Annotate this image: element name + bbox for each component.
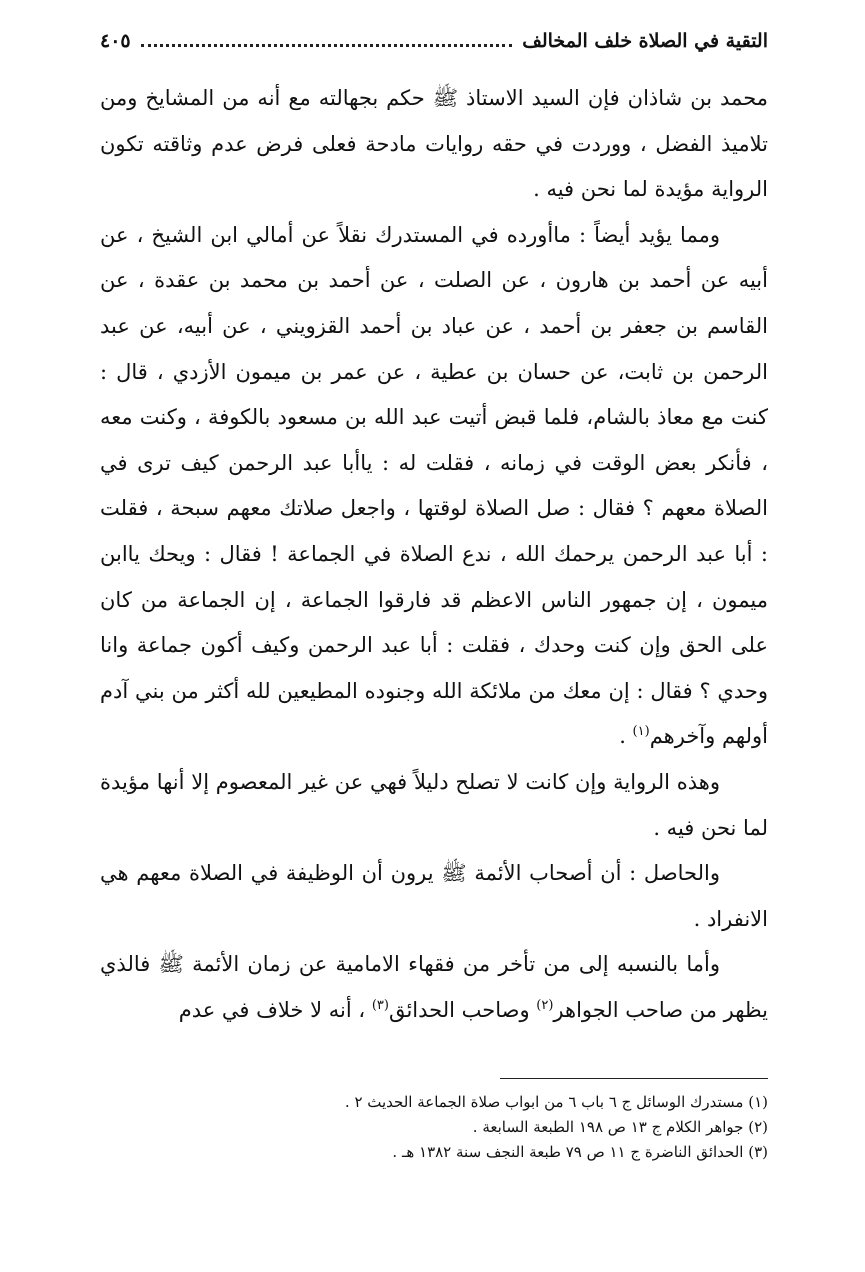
paragraph-text: وأما بالنسبه إلى من تأخر من فقهاء الامامية عن زمان الأئمة ﷺ فالذي يظهر من صاحب الجواهر [100,952,768,1022]
paragraph-text: وهذه الرواية وإن كانت لا تصلح دليلاً فهي عن غير المعصوم إلا أنها مؤيدة لما نحن فيه . [100,769,768,840]
running-header [100,30,768,66]
paragraph-4 [100,851,768,942]
book-page [100,30,768,1033]
paragraph-text: محمد بن شاذان فإن السيد الاستاذ ﷺ حكم بجهالته مع أنه من المشايخ ومن تلاميذ الفضل ، ووردت في حقه روايات مادحة فعلى فرض عدم وثاقته تكون الرواية مؤيدة لما نحن فيه . [100,86,768,202]
paragraph-tail: . [619,724,633,749]
footnote-1: (١) مستدرك الوسائل ج ٦ باب ٦ من ابواب صلاة الجماعة الحديث ٢ . [344,1093,768,1111]
paragraph-tail: ، أنه لا خلاف في عدم [178,997,372,1022]
paragraph-text: ومما يؤيد أيضاً : ماأورده في المستدرك نقلاً عن أمالي ابن الشيخ ، عن أبيه عن أحمد بن هارون ، عن الصلت ، عن أحمد بن محمد بن عقدة ، عن القاسم بن جعفر بن أحمد ، عن عباد بن أحمد القزويني ، عن أبيه، عن عبد الرحمن بن ثابت، عن حسان بن عطية ، عن عمر بن ميمون الأزدي ، قال : كنت مع معاذ بالشام، فلما قبض أتيت عبد الله بن مسعود بالكوفة ، وكنت معه ، فأنكر بعض الوقت في زمانه ، فقلت له : ياأبا عبد الرحمن كيف ترى في الصلاة معهم ؟ فقال : صل الصلاة لوقتها ، واجعل صلاتك معهم سبحة ، فقلت : أبا عبد الرحمن يرحمك الله ، ندع الصلاة في الجماعة ! فقال : ويحك ياابن ميمون ، إن جمهور الناس الاعظم قد فارقوا الجماعة ، إن الجماعة من كان على الحق وإن كنت وحدك ، فقلت : أبا عبد الرحمن وكيف أكون جماعة وانا وحدي ؟ فقال : إن معك من ملائكة الله وجنوده المطيعين لله أكثر من بني آدم أولهم وآخرهم [100,222,768,749]
header-leader-dots [141,44,513,47]
footnote-3: (٣) الحدائق الناضرة ج ١١ ص ٧٩ طبعة النجف سنة ١٣٨٢ هـ . [392,1143,768,1161]
body-text [100,76,768,1033]
footnote-2: (٢) جواهر الكلام ج ١٣ ص ١٩٨ الطبعة السابعة . [472,1118,768,1136]
footnotes [168,1090,768,1165]
page-number: ٤٠٥ [100,30,131,52]
chapter-title: التقية في الصلاة خلف المخالف [522,30,768,52]
paragraph-3 [100,760,768,851]
paragraph-text: والحاصل : أن أصحاب الأئمة ﷺ يرون أن الوظيفة في الصلاة معهم هي الانفراد . [100,861,768,931]
footnote-separator [500,1078,768,1079]
paragraph-tail: وصاحب الحدائق [388,997,537,1022]
footnote-ref-2[interactable]: (٢) [536,997,554,1013]
footnote-ref-1[interactable]: (١) [632,724,650,740]
footnote-ref-3[interactable]: (٣) [371,997,389,1013]
paragraph-5 [100,942,768,1033]
paragraph-2 [100,213,768,760]
paragraph-1 [100,76,768,213]
